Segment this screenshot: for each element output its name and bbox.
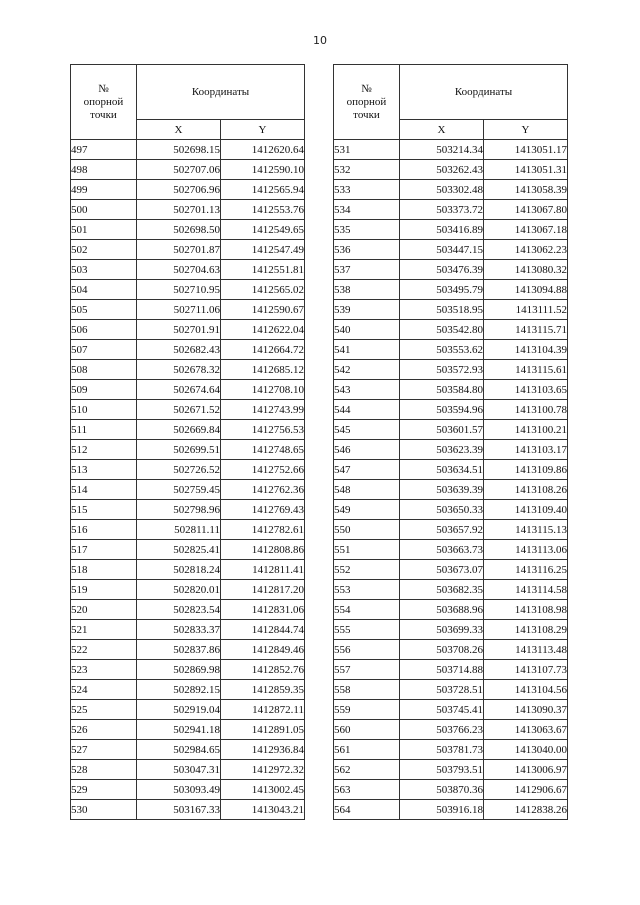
x-coordinate-cell: 502811.11 — [137, 520, 221, 540]
point-number-cell: 534 — [334, 200, 400, 220]
y-coordinate-cell: 1413115.13 — [484, 520, 568, 540]
table-row — [334, 280, 568, 300]
table-row — [71, 260, 305, 280]
x-coordinate-cell: 503634.51 — [400, 460, 484, 480]
point-number-cell: 562 — [334, 760, 400, 780]
table-row — [334, 400, 568, 420]
point-number-cell: 551 — [334, 540, 400, 560]
table-row — [71, 400, 305, 420]
y-coordinate-cell: 1412872.11 — [221, 700, 305, 720]
x-coordinate-cell: 502701.87 — [137, 240, 221, 260]
table-row — [334, 780, 568, 800]
table-row — [71, 800, 305, 820]
x-coordinate-cell: 502941.18 — [137, 720, 221, 740]
x-coordinate-cell: 503553.62 — [400, 340, 484, 360]
x-coordinate-cell: 502823.54 — [137, 600, 221, 620]
x-coordinate-cell: 503572.93 — [400, 360, 484, 380]
coordinates-table-right — [333, 64, 568, 820]
table-row — [334, 480, 568, 500]
y-coordinate-cell: 1413080.32 — [484, 260, 568, 280]
x-coordinate-cell: 503714.88 — [400, 660, 484, 680]
y-coordinate-cell: 1412756.53 — [221, 420, 305, 440]
y-coordinate-cell: 1413067.80 — [484, 200, 568, 220]
point-number-cell: 545 — [334, 420, 400, 440]
y-coordinate-cell: 1413109.40 — [484, 500, 568, 520]
table-row — [71, 380, 305, 400]
x-coordinate-cell: 502698.15 — [137, 140, 221, 160]
point-number-cell: 560 — [334, 720, 400, 740]
table-row — [334, 180, 568, 200]
x-coordinate-cell: 503699.33 — [400, 620, 484, 640]
y-coordinate-cell: 1412762.36 — [221, 480, 305, 500]
table-row — [334, 500, 568, 520]
x-coordinate-cell: 503542.80 — [400, 320, 484, 340]
point-number-cell: 515 — [71, 500, 137, 520]
x-coordinate-cell: 502707.06 — [137, 160, 221, 180]
x-column-header: X — [400, 120, 484, 140]
y-coordinate-cell: 1413103.65 — [484, 380, 568, 400]
y-coordinate-cell: 1413002.45 — [221, 780, 305, 800]
table-row — [334, 240, 568, 260]
point-number-cell: 503 — [71, 260, 137, 280]
y-coordinate-cell: 1412808.86 — [221, 540, 305, 560]
y-coordinate-cell: 1413090.37 — [484, 700, 568, 720]
y-coordinate-cell: 1412936.84 — [221, 740, 305, 760]
y-coordinate-cell: 1412817.20 — [221, 580, 305, 600]
x-coordinate-cell: 502818.24 — [137, 560, 221, 580]
table-row — [71, 280, 305, 300]
x-coordinate-cell: 503167.33 — [137, 800, 221, 820]
point-number-cell: 514 — [71, 480, 137, 500]
x-coordinate-cell: 503476.39 — [400, 260, 484, 280]
table-row — [334, 340, 568, 360]
table-row — [71, 660, 305, 680]
point-number-cell: 539 — [334, 300, 400, 320]
point-number-cell: 543 — [334, 380, 400, 400]
y-coordinate-cell: 1413103.17 — [484, 440, 568, 460]
y-coordinate-cell: 1413113.48 — [484, 640, 568, 660]
y-coordinate-cell: 1413115.61 — [484, 360, 568, 380]
y-coordinate-cell: 1413058.39 — [484, 180, 568, 200]
table-row — [71, 760, 305, 780]
y-coordinate-cell: 1412664.72 — [221, 340, 305, 360]
point-number-cell: 535 — [334, 220, 400, 240]
x-coordinate-cell: 502726.52 — [137, 460, 221, 480]
table-row — [334, 700, 568, 720]
x-coordinate-cell: 503793.51 — [400, 760, 484, 780]
x-coordinate-cell: 502699.51 — [137, 440, 221, 460]
x-coordinate-cell: 502892.15 — [137, 680, 221, 700]
point-number-header-line: точки — [90, 108, 117, 121]
y-coordinate-cell: 1413114.58 — [484, 580, 568, 600]
table-row — [334, 740, 568, 760]
table-row — [334, 200, 568, 220]
x-coordinate-cell: 502711.06 — [137, 300, 221, 320]
x-coordinate-cell: 503302.48 — [400, 180, 484, 200]
y-coordinate-cell: 1412620.64 — [221, 140, 305, 160]
y-coordinate-cell: 1413006.97 — [484, 760, 568, 780]
y-coordinate-cell: 1413116.25 — [484, 560, 568, 580]
table-body — [334, 140, 568, 820]
point-number-cell: 510 — [71, 400, 137, 420]
y-coordinate-cell: 1413104.39 — [484, 340, 568, 360]
point-number-cell: 500 — [71, 200, 137, 220]
x-coordinate-cell: 503214.34 — [400, 140, 484, 160]
x-coordinate-cell: 502837.86 — [137, 640, 221, 660]
table-row — [71, 540, 305, 560]
table-row — [71, 300, 305, 320]
x-coordinate-cell: 503682.35 — [400, 580, 484, 600]
point-number-cell: 536 — [334, 240, 400, 260]
y-coordinate-cell: 1412859.35 — [221, 680, 305, 700]
point-number-cell: 549 — [334, 500, 400, 520]
point-number-cell: 558 — [334, 680, 400, 700]
table-row — [71, 440, 305, 460]
y-coordinate-cell: 1413051.31 — [484, 160, 568, 180]
point-number-cell: 508 — [71, 360, 137, 380]
x-coordinate-cell: 503047.31 — [137, 760, 221, 780]
x-coordinate-cell: 502674.64 — [137, 380, 221, 400]
point-number-cell: 526 — [71, 720, 137, 740]
table-row — [334, 520, 568, 540]
table-row — [71, 160, 305, 180]
point-number-header-line: № — [98, 82, 109, 95]
y-coordinate-cell: 1412844.74 — [221, 620, 305, 640]
table-row — [334, 320, 568, 340]
table-row — [334, 720, 568, 740]
point-number-header — [71, 65, 137, 140]
x-coordinate-cell: 503093.49 — [137, 780, 221, 800]
x-coordinate-cell: 502701.91 — [137, 320, 221, 340]
x-coordinate-cell: 502698.50 — [137, 220, 221, 240]
point-number-cell: 530 — [71, 800, 137, 820]
point-number-cell: 538 — [334, 280, 400, 300]
x-coordinate-cell: 503584.80 — [400, 380, 484, 400]
table-row — [71, 500, 305, 520]
table-row — [71, 240, 305, 260]
y-coordinate-cell: 1412769.43 — [221, 500, 305, 520]
table-row — [334, 540, 568, 560]
y-coordinate-cell: 1413043.21 — [221, 800, 305, 820]
x-coordinate-cell: 503781.73 — [400, 740, 484, 760]
y-coordinate-cell: 1412565.02 — [221, 280, 305, 300]
point-number-cell: 527 — [71, 740, 137, 760]
y-coordinate-cell: 1412743.99 — [221, 400, 305, 420]
table-row — [334, 600, 568, 620]
x-coordinate-cell: 503745.41 — [400, 700, 484, 720]
x-column-header: X — [137, 120, 221, 140]
coordinates-header: Координаты — [137, 65, 305, 120]
table-row — [71, 480, 305, 500]
x-coordinate-cell: 502833.37 — [137, 620, 221, 640]
table-row — [334, 380, 568, 400]
coordinates-header: Координаты — [400, 65, 568, 120]
table-row — [334, 460, 568, 480]
point-number-cell: 523 — [71, 660, 137, 680]
point-number-cell: 532 — [334, 160, 400, 180]
x-coordinate-cell: 503601.57 — [400, 420, 484, 440]
x-coordinate-cell: 503416.89 — [400, 220, 484, 240]
table-row — [71, 600, 305, 620]
y-column-header: Y — [484, 120, 568, 140]
page-number: 10 — [313, 34, 327, 47]
y-coordinate-cell: 1413111.52 — [484, 300, 568, 320]
x-coordinate-cell: 503447.15 — [400, 240, 484, 260]
point-number-cell: 531 — [334, 140, 400, 160]
table-row — [71, 560, 305, 580]
point-number-cell: 505 — [71, 300, 137, 320]
point-number-cell: 563 — [334, 780, 400, 800]
y-coordinate-cell: 1413115.71 — [484, 320, 568, 340]
x-coordinate-cell: 502710.95 — [137, 280, 221, 300]
table-row — [71, 200, 305, 220]
y-coordinate-cell: 1413109.86 — [484, 460, 568, 480]
y-coordinate-cell: 1412708.10 — [221, 380, 305, 400]
point-number-cell: 513 — [71, 460, 137, 480]
point-number-cell: 546 — [334, 440, 400, 460]
table-row — [71, 720, 305, 740]
table-row — [334, 640, 568, 660]
point-number-cell: 504 — [71, 280, 137, 300]
y-coordinate-cell: 1413100.78 — [484, 400, 568, 420]
table-row — [334, 660, 568, 680]
table-row — [71, 740, 305, 760]
x-coordinate-cell: 503594.96 — [400, 400, 484, 420]
point-number-cell: 501 — [71, 220, 137, 240]
table-row — [71, 460, 305, 480]
y-coordinate-cell: 1412590.10 — [221, 160, 305, 180]
point-number-cell: 553 — [334, 580, 400, 600]
point-number-cell: 547 — [334, 460, 400, 480]
point-number-cell: 529 — [71, 780, 137, 800]
table-row — [71, 420, 305, 440]
point-number-cell: 559 — [334, 700, 400, 720]
y-column-header: Y — [221, 120, 305, 140]
point-number-header — [334, 65, 400, 140]
x-coordinate-cell: 502825.41 — [137, 540, 221, 560]
coordinates-table-left — [70, 64, 305, 820]
x-coordinate-cell: 503870.36 — [400, 780, 484, 800]
point-number-cell: 525 — [71, 700, 137, 720]
table-row — [71, 320, 305, 340]
point-number-cell: 541 — [334, 340, 400, 360]
x-coordinate-cell: 503495.79 — [400, 280, 484, 300]
table-row — [71, 680, 305, 700]
y-coordinate-cell: 1413108.29 — [484, 620, 568, 640]
x-coordinate-cell: 503650.33 — [400, 500, 484, 520]
table-row — [71, 360, 305, 380]
table-row — [334, 440, 568, 460]
point-number-cell: 497 — [71, 140, 137, 160]
point-number-cell: 540 — [334, 320, 400, 340]
x-coordinate-cell: 503916.18 — [400, 800, 484, 820]
y-coordinate-cell: 1412891.05 — [221, 720, 305, 740]
y-coordinate-cell: 1412849.46 — [221, 640, 305, 660]
x-coordinate-cell: 502682.43 — [137, 340, 221, 360]
point-number-cell: 561 — [334, 740, 400, 760]
table-row — [334, 680, 568, 700]
x-coordinate-cell: 502869.98 — [137, 660, 221, 680]
table-row — [334, 160, 568, 180]
y-coordinate-cell: 1413062.23 — [484, 240, 568, 260]
x-coordinate-cell: 502704.63 — [137, 260, 221, 280]
point-number-cell: 555 — [334, 620, 400, 640]
y-coordinate-cell: 1412972.32 — [221, 760, 305, 780]
y-coordinate-cell: 1412685.12 — [221, 360, 305, 380]
y-coordinate-cell: 1412831.06 — [221, 600, 305, 620]
point-number-cell: 522 — [71, 640, 137, 660]
point-number-cell: 507 — [71, 340, 137, 360]
table-row — [71, 220, 305, 240]
table-row — [334, 800, 568, 820]
y-coordinate-cell: 1412553.76 — [221, 200, 305, 220]
y-coordinate-cell: 1413063.67 — [484, 720, 568, 740]
x-coordinate-cell: 503373.72 — [400, 200, 484, 220]
point-number-cell: 516 — [71, 520, 137, 540]
y-coordinate-cell: 1412565.94 — [221, 180, 305, 200]
y-coordinate-cell: 1413067.18 — [484, 220, 568, 240]
table-row — [334, 620, 568, 640]
x-coordinate-cell: 503708.26 — [400, 640, 484, 660]
point-number-cell: 556 — [334, 640, 400, 660]
y-coordinate-cell: 1413040.00 — [484, 740, 568, 760]
x-coordinate-cell: 503673.07 — [400, 560, 484, 580]
y-coordinate-cell: 1413108.98 — [484, 600, 568, 620]
x-coordinate-cell: 503728.51 — [400, 680, 484, 700]
point-number-cell: 506 — [71, 320, 137, 340]
y-coordinate-cell: 1412811.41 — [221, 560, 305, 580]
y-coordinate-cell: 1413107.73 — [484, 660, 568, 680]
point-number-cell: 524 — [71, 680, 137, 700]
x-coordinate-cell: 502798.96 — [137, 500, 221, 520]
point-number-header-line: точки — [353, 108, 380, 121]
x-coordinate-cell: 502678.32 — [137, 360, 221, 380]
y-coordinate-cell: 1413108.26 — [484, 480, 568, 500]
point-number-cell: 502 — [71, 240, 137, 260]
y-coordinate-cell: 1412838.26 — [484, 800, 568, 820]
x-coordinate-cell: 503623.39 — [400, 440, 484, 460]
x-coordinate-cell: 503518.95 — [400, 300, 484, 320]
point-number-cell: 521 — [71, 620, 137, 640]
x-coordinate-cell: 502984.65 — [137, 740, 221, 760]
table-row — [334, 560, 568, 580]
table-row — [334, 220, 568, 240]
point-number-cell: 517 — [71, 540, 137, 560]
point-number-cell: 520 — [71, 600, 137, 620]
x-coordinate-cell: 503639.39 — [400, 480, 484, 500]
x-coordinate-cell: 502759.45 — [137, 480, 221, 500]
y-coordinate-cell: 1412782.61 — [221, 520, 305, 540]
x-coordinate-cell: 503262.43 — [400, 160, 484, 180]
point-number-cell: 511 — [71, 420, 137, 440]
point-number-cell: 528 — [71, 760, 137, 780]
y-coordinate-cell: 1412906.67 — [484, 780, 568, 800]
y-coordinate-cell: 1412547.49 — [221, 240, 305, 260]
table-row — [71, 340, 305, 360]
y-coordinate-cell: 1413051.17 — [484, 140, 568, 160]
table-row — [334, 260, 568, 280]
table-row — [334, 300, 568, 320]
y-coordinate-cell: 1412590.67 — [221, 300, 305, 320]
table-row — [334, 580, 568, 600]
table-row — [334, 360, 568, 380]
table-row — [71, 520, 305, 540]
y-coordinate-cell: 1413113.06 — [484, 540, 568, 560]
point-number-cell: 519 — [71, 580, 137, 600]
x-coordinate-cell: 502669.84 — [137, 420, 221, 440]
y-coordinate-cell: 1412852.76 — [221, 660, 305, 680]
y-coordinate-cell: 1413104.56 — [484, 680, 568, 700]
point-number-cell: 518 — [71, 560, 137, 580]
point-number-header-line: опорной — [83, 95, 124, 108]
table-body — [71, 140, 305, 820]
point-number-cell: 552 — [334, 560, 400, 580]
table-row — [71, 780, 305, 800]
y-coordinate-cell: 1412622.04 — [221, 320, 305, 340]
x-coordinate-cell: 502820.01 — [137, 580, 221, 600]
y-coordinate-cell: 1412752.66 — [221, 460, 305, 480]
y-coordinate-cell: 1412748.65 — [221, 440, 305, 460]
x-coordinate-cell: 503688.96 — [400, 600, 484, 620]
point-number-cell: 512 — [71, 440, 137, 460]
point-number-cell: 509 — [71, 380, 137, 400]
table-row — [71, 180, 305, 200]
point-number-cell: 557 — [334, 660, 400, 680]
x-coordinate-cell: 503766.23 — [400, 720, 484, 740]
table-row — [71, 700, 305, 720]
point-number-cell: 533 — [334, 180, 400, 200]
table-row — [334, 760, 568, 780]
table-row — [71, 140, 305, 160]
table-row — [334, 420, 568, 440]
y-coordinate-cell: 1412549.65 — [221, 220, 305, 240]
point-number-cell: 544 — [334, 400, 400, 420]
point-number-cell: 499 — [71, 180, 137, 200]
point-number-cell: 550 — [334, 520, 400, 540]
x-coordinate-cell: 502701.13 — [137, 200, 221, 220]
table-row — [71, 620, 305, 640]
point-number-cell: 537 — [334, 260, 400, 280]
point-number-cell: 542 — [334, 360, 400, 380]
y-coordinate-cell: 1412551.81 — [221, 260, 305, 280]
point-number-cell: 548 — [334, 480, 400, 500]
table-row — [71, 580, 305, 600]
y-coordinate-cell: 1413100.21 — [484, 420, 568, 440]
point-number-header-line: № — [361, 82, 372, 95]
x-coordinate-cell: 502919.04 — [137, 700, 221, 720]
point-number-cell: 498 — [71, 160, 137, 180]
table-row — [334, 140, 568, 160]
x-coordinate-cell: 503663.73 — [400, 540, 484, 560]
x-coordinate-cell: 502706.96 — [137, 180, 221, 200]
x-coordinate-cell: 502671.52 — [137, 400, 221, 420]
point-number-cell: 554 — [334, 600, 400, 620]
point-number-header-line: опорной — [346, 95, 387, 108]
point-number-cell: 564 — [334, 800, 400, 820]
table-row — [71, 640, 305, 660]
y-coordinate-cell: 1413094.88 — [484, 280, 568, 300]
x-coordinate-cell: 503657.92 — [400, 520, 484, 540]
